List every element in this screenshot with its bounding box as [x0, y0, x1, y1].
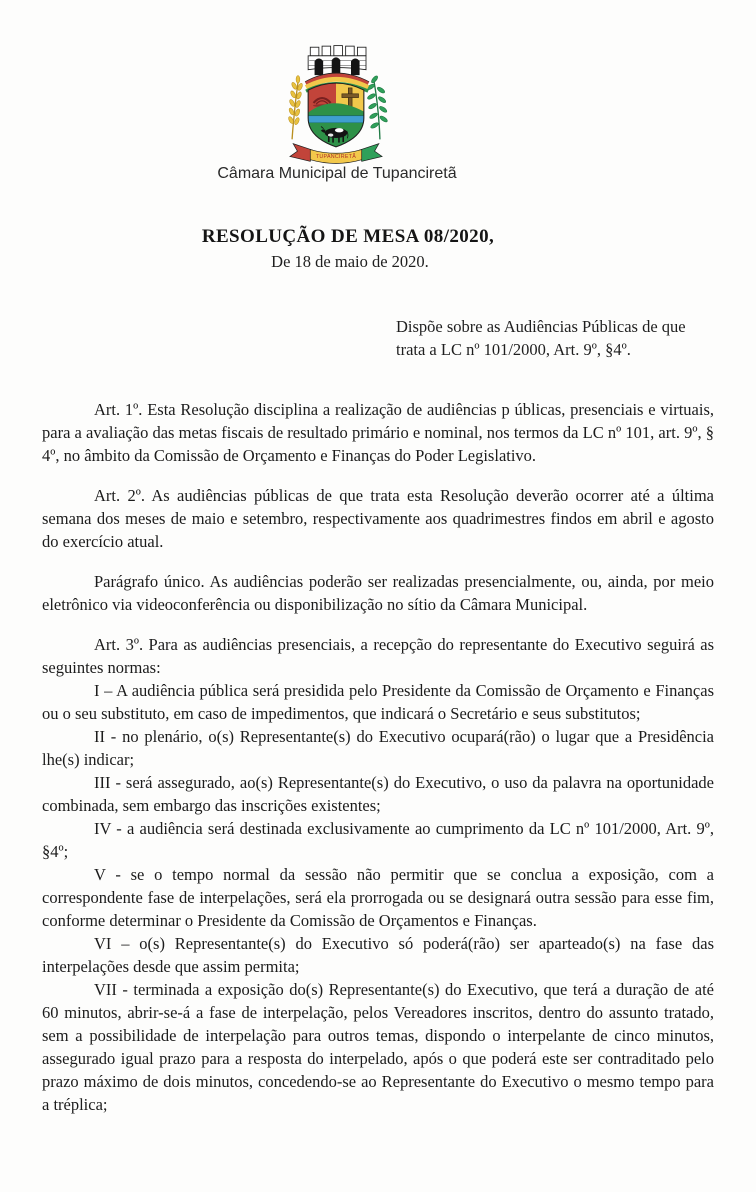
municipal-coat-of-arms [282, 44, 390, 164]
article-3-item-2: II - no plenário, o(s) Representante(s) do Executivo ocupará(rão) o lugar que a Presidência lhe(s) indicar; [42, 727, 714, 769]
article-3-item-3: III - será assegurado, ao(s) Representante(s) do Executivo, o uso da palavra na oportunidade combinada, sem embargo das inscrições existentes; [42, 773, 714, 815]
resolution-body [42, 398, 714, 1116]
resolution-date: De 18 de maio de 2020. [271, 252, 429, 271]
wheat-icon [288, 76, 304, 140]
article-3-item-7: VII - terminada a exposição do(s) Representante(s) do Executivo, que terá a duração de até 60 minutos, abrir-se-á a fase de interpelação, pelos Vereadores inscritos, dentro do assunto tratado, sem a possibilidade de interpelação para outros temas, dispondo o interpelante de cinco minutos, assegurado igual prazo para a resposta do interpelado, após o que poderá este ser contraditado pelo prazo máximo de dois minutos, concedendo-se ao Representante do Executivo o mesmo tempo para a tréplica; [42, 980, 714, 1114]
article-3-caput: Art. 3º. Para as audiências presenciais, a recepção do representante do Executivo seguirá as seguintes normas: [42, 635, 714, 677]
article-3-item-4: IV - a audiência será destinada exclusivamente ao cumprimento da LC nº 101/2000, Art. 9º, §4º; [42, 819, 714, 861]
resolution-summary: Dispõe sobre as Audiências Públicas de que trata a LC nº 101/2000, Art. 9º, §4º. [396, 317, 686, 359]
article-3-item-5: V - se o tempo normal da sessão não permitir que se conclua a exposição, com a correspondente fase de interpelações, será ela prorrogada ou se designará outra sessão para esse fim, conforme determinar o Presidente da Comissão de Orçamentos e Finanças. [42, 865, 714, 930]
article-2: Art. 2º. As audiências públicas de que trata esta Resolução deverão ocorrer até a última semana dos meses de maio e setembro, respectivamente aos quadrimestres findos em abril e agosto do exercício atual. [42, 486, 714, 551]
banner-text: TUPANCIRETÃ [315, 154, 357, 161]
branch-icon [366, 75, 388, 140]
paragrafo-unico: Parágrafo único. As audiências poderão ser realizadas presencialmente, ou, ainda, por meio eletrônico via videoconferência ou disponibilização no sítio da Câmara Municipal. [42, 572, 714, 614]
mural-crown-icon [308, 46, 366, 75]
article-3-item-6: VI – o(s) Representante(s) do Executivo só poderá(rão) ser aparteado(s) na fase das interpelações desde que assim permita; [42, 934, 714, 976]
resolution-title: RESOLUÇÃO DE MESA 08/2020, [201, 226, 495, 247]
article-1: Art. 1º. Esta Resolução disciplina a realização de audiências p úblicas, presenciais e virtuais, para a avaliação das metas fiscais de resultado primário e nominal, nos termos da LC nº 101, art. 9º, § 4º, no âmbito da Comissão de Orçamento e Finanças do Poder Legislativo. [42, 400, 714, 465]
org-name: Câmara Municipal de Tupanciretã [217, 165, 457, 182]
article-3-item-1: I – A audiência pública será presidida pelo Presidente da Comissão de Orçamento e Finanças ou o seu substituto, em caso de impedimentos, que indicará o Secretário e seus substitutos; [42, 681, 714, 723]
